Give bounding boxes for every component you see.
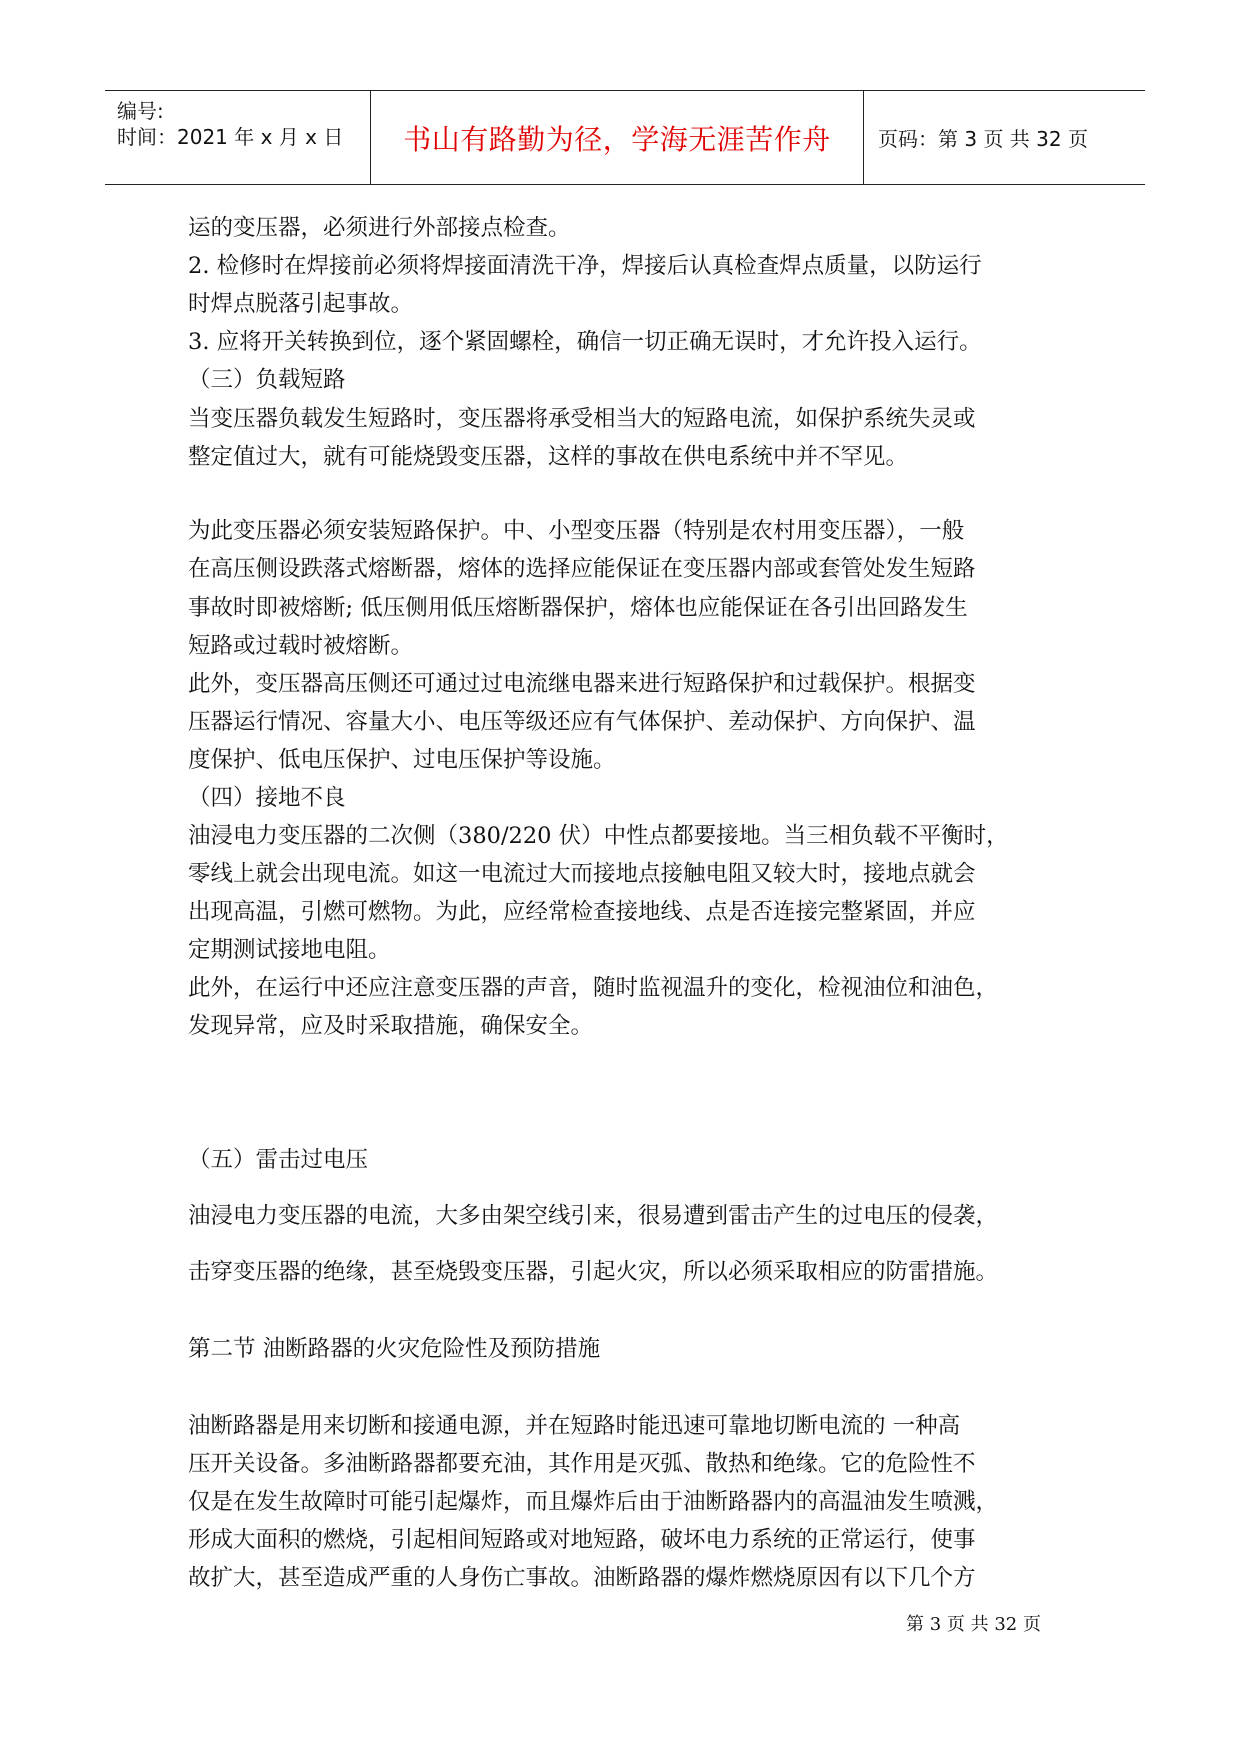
text-line: 度保护、低电压保护、过电压保护等设施。 <box>188 747 616 773</box>
text-line: 压开关设备。多油断路器都要充油，其作用是灭弧、散热和绝缘。它的危险性不 <box>188 1451 976 1477</box>
page-footer: 第 3 页 共 32 页 <box>906 1614 1041 1635</box>
text-line: 时焊点脱落引起事故。 <box>188 291 414 317</box>
text-line: 油断路器是用来切断和接通电源，并在短路时能迅速可靠地切断电流的 一种高 <box>188 1413 961 1439</box>
text-line: 运的变压器，必须进行外部接点检查。 <box>188 215 571 241</box>
section-heading: （四）接地不良 <box>188 785 346 811</box>
text-line: 此外，变压器高压侧还可通过过电流继电器来进行短路保护和过载保护。根据变 <box>188 671 976 697</box>
text-line: 出现高温，引燃可燃物。为此，应经常检查接地线、点是否连接完整紧固，并应 <box>188 899 976 925</box>
text-line: 此外，在运行中还应注意变压器的声音，随时监视温升的变化，检视油位和油色， <box>188 975 999 1001</box>
text-line: 压器运行情况、容量大小、电压等级还应有气体保护、差动保护、方向保护、温 <box>188 709 976 735</box>
section-heading: （三）负载短路 <box>188 367 346 393</box>
text-line: 为此变压器必须安装短路保护。中、小型变压器（特别是农村用变压器），一般 <box>188 518 965 544</box>
header-page-cell <box>864 91 1145 184</box>
text-line: 3. 应将开关转换到位，逐个紧固螺栓，确信一切正确无误时，才允许投入运行。 <box>188 329 982 355</box>
header-left-cell <box>105 91 370 184</box>
text-line: 油浸电力变压器的电流，大多由架空线引来，很易遭到雷击产生的过电压的侵袭， <box>188 1203 999 1229</box>
number-label: 编号: <box>117 99 164 123</box>
text-line: 故扩大，甚至造成严重的人身伤亡事故。油断路器的爆炸燃烧原因有以下几个方 <box>188 1565 976 1591</box>
text-line: 发现异常，应及时采取措施，确保安全。 <box>188 1013 594 1039</box>
header-motto-cell <box>370 91 864 184</box>
text-line: 2. 检修时在焊接前必须将焊接面清洗干净，焊接后认真检查焊点质量，以防运行 <box>188 253 982 279</box>
section-title: 第二节 油断路器的火灾危险性及预防措施 <box>188 1336 601 1362</box>
text-line: 短路或过载时被熔断。 <box>188 633 414 659</box>
text-line: 事故时即被熔断; 低压侧用低压熔断器保护，熔体也应能保证在各引出回路发生 <box>188 595 968 621</box>
document-header <box>105 90 1145 185</box>
text-line: 整定值过大，就有可能烧毁变压器，这样的事故在供电系统中并不罕见。 <box>188 444 909 470</box>
text-line: 仅是在发生故障时可能引起爆炸，而且爆炸后由于油断路器内的高温油发生喷溅， <box>188 1489 999 1515</box>
time-label: 时间：2021 年 x 月 x 日 <box>117 125 344 149</box>
text-line: 在高压侧设跌落式熔断器，熔体的选择应能保证在变压器内部或套管处发生短路 <box>188 556 976 582</box>
text-line: 零线上就会出现电流。如这一电流过大而接地点接触电阻又较大时，接地点就会 <box>188 861 976 887</box>
text-line: 油浸电力变压器的二次侧（380/220 伏）中性点都要接地。当三相负载不平衡时， <box>188 823 1009 849</box>
text-line: 击穿变压器的绝缘，甚至烧毁变压器，引起火灾，所以必须采取相应的防雷措施。 <box>188 1259 999 1285</box>
text-line: 定期测试接地电阻。 <box>188 937 391 963</box>
motto-text: 书山有路勤为径，学海无涯苦作舟 <box>403 122 831 156</box>
text-line: 当变压器负载发生短路时，变压器将承受相当大的短路电流，如保护系统失灵或 <box>188 406 976 432</box>
text-line: 形成大面积的燃烧，引起相间短路或对地短路，破坏电力系统的正常运行，使事 <box>188 1527 976 1553</box>
page-number-label: 页码：第 3 页 共 32 页 <box>878 127 1088 151</box>
section-heading: （五）雷击过电压 <box>188 1147 369 1173</box>
